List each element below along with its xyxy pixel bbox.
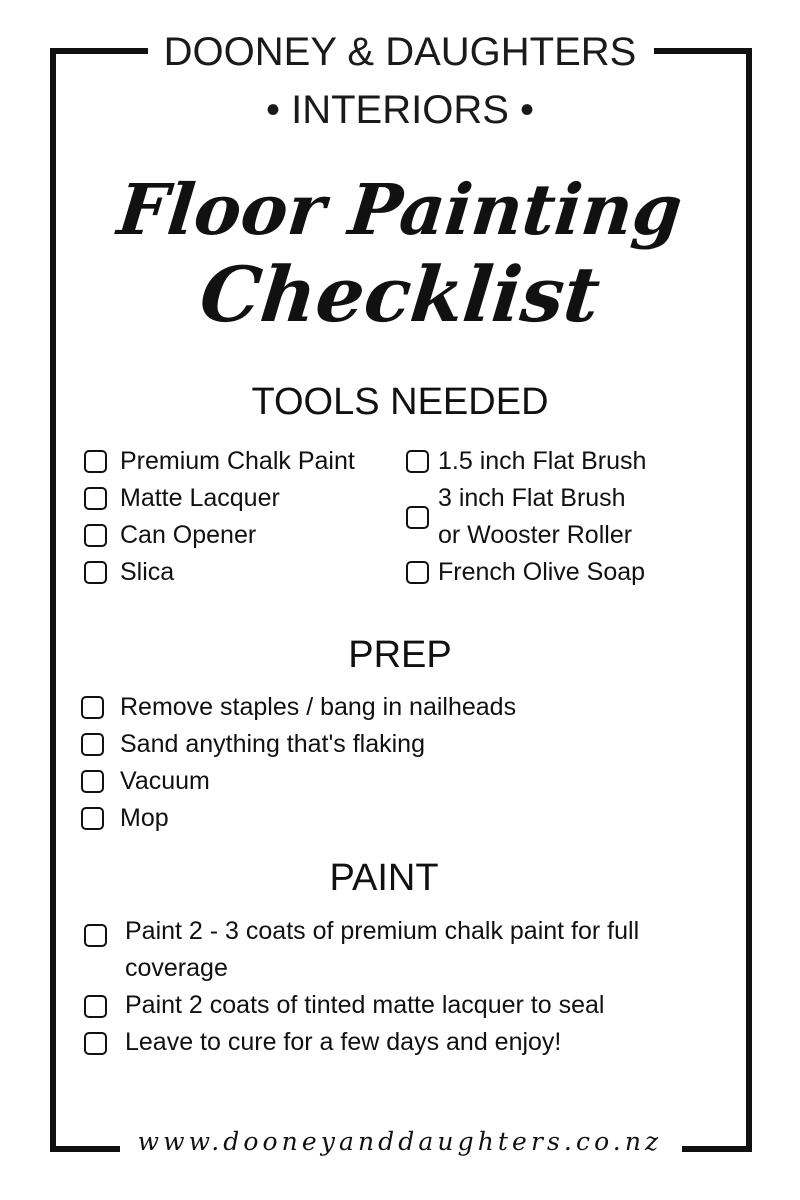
prep-item-label: Mop: [120, 804, 169, 832]
checkbox-tool-3[interactable]: [84, 524, 107, 547]
tool-item-label: French Olive Soap: [438, 558, 646, 586]
checkbox-paint-3[interactable]: [84, 1032, 107, 1055]
checkbox-prep-1[interactable]: [81, 696, 104, 719]
page-title-line-2: Checklist: [195, 250, 605, 339]
tool-item-label: 3 inch Flat Brush: [438, 484, 626, 512]
checkbox-tool-7[interactable]: [406, 561, 429, 584]
prep-heading: PREP: [348, 634, 452, 676]
page-title-line-1: Floor Painting: [113, 168, 687, 251]
tool-item-label: 1.5 inch Flat Brush: [438, 447, 647, 475]
tools-heading: TOOLS NEEDED: [251, 381, 549, 423]
checkbox-tool-2[interactable]: [84, 487, 107, 510]
tool-item-label: Can Opener: [120, 521, 257, 549]
paint-item-label-continued: coverage: [125, 954, 228, 982]
checkbox-tool-5[interactable]: [406, 450, 429, 473]
brand-subtitle: • INTERIORS •: [265, 88, 535, 132]
paint-item-label: Paint 2 coats of tinted matte lacquer to seal: [125, 991, 605, 1019]
prep-item-label: Vacuum: [120, 767, 210, 795]
brand-name: DOONEY & DAUGHTERS: [163, 30, 637, 74]
tool-item-label-continued: or Wooster Roller: [438, 521, 633, 549]
tool-item-label: Slica: [120, 558, 175, 586]
prep-item-label: Remove staples / bang in nailheads: [120, 693, 517, 721]
tool-item-label: Premium Chalk Paint: [120, 447, 355, 475]
checkbox-tool-6[interactable]: [406, 506, 429, 529]
paint-heading: PAINT: [329, 857, 439, 899]
checkbox-paint-1[interactable]: [84, 924, 107, 947]
checkbox-prep-2[interactable]: [81, 733, 104, 756]
footer-website-link[interactable]: www.dooneyanddaughters.co.nz: [137, 1127, 663, 1156]
prep-item-label: Sand anything that's flaking: [120, 730, 425, 758]
checkbox-tool-1[interactable]: [84, 450, 107, 473]
checkbox-paint-2[interactable]: [84, 995, 107, 1018]
checkbox-prep-3[interactable]: [81, 770, 104, 793]
paint-item-label: Paint 2 - 3 coats of premium chalk paint for full: [125, 917, 640, 945]
checkbox-tool-4[interactable]: [84, 561, 107, 584]
checkbox-prep-4[interactable]: [81, 807, 104, 830]
paint-item-label: Leave to cure for a few days and enjoy!: [125, 1028, 562, 1056]
tool-item-label: Matte Lacquer: [120, 484, 280, 512]
